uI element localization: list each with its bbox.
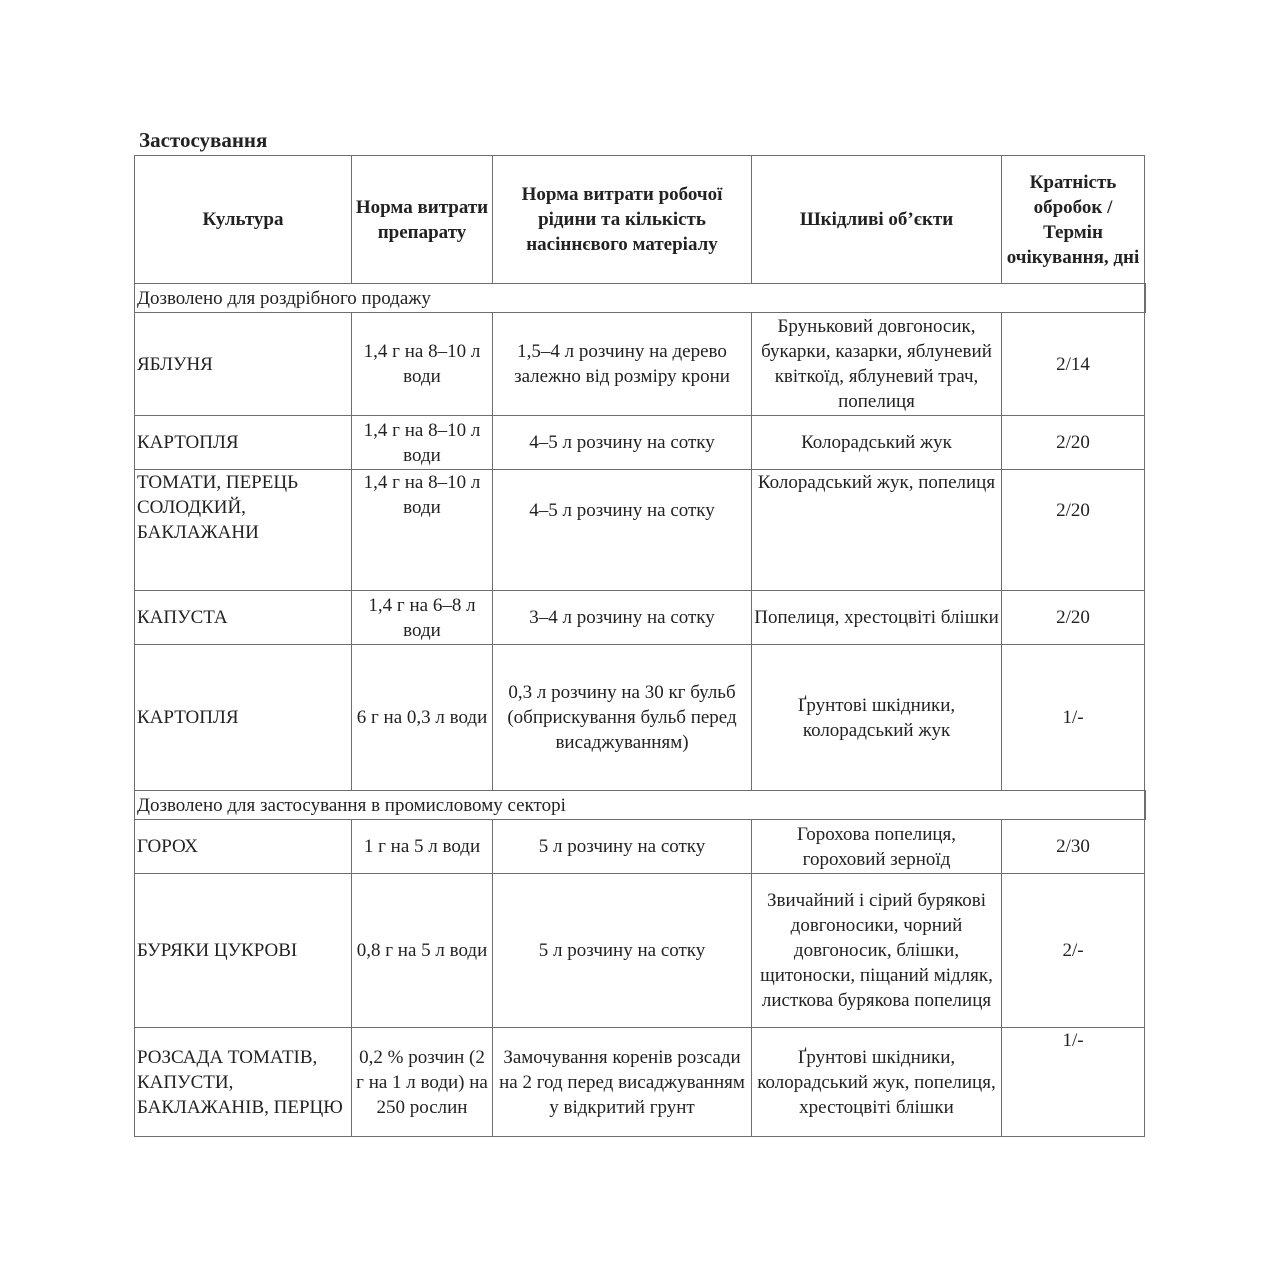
cell-treatments: 2/20: [1002, 470, 1145, 591]
cell-rate: 1 г на 5 л води: [352, 820, 493, 874]
cell-crop: КАПУСТА: [135, 591, 352, 645]
cell-rate: 0,2 % розчин (2 г на 1 л води) на 250 рослин: [352, 1028, 493, 1137]
cell-crop: БУРЯКИ ЦУКРОВІ: [135, 874, 352, 1028]
cell-rate: 6 г на 0,3 л води: [352, 645, 493, 791]
cell-pests: Звичайний і сірий бурякові довгоносики, чорний довгоносик, блішки, щитоноски, піщаний мідляк, листкова бурякова попелиця: [752, 874, 1002, 1028]
table-row: [135, 645, 1145, 791]
cell-pests: Колорадський жук: [752, 416, 1002, 470]
cell-liquid: 5 л розчину на сотку: [493, 820, 752, 874]
cell-crop: ТОМАТИ, ПЕРЕЦЬ СОЛОДКИЙ, БАКЛАЖАНИ: [135, 470, 352, 591]
cell-treatments: 1/-: [1002, 1028, 1145, 1137]
cell-liquid: 3–4 л розчину на сотку: [493, 591, 752, 645]
cell-pests: Бруньковий довгоносик, букарки, казарки, яблуневий квіткоїд, яблуневий трач, попелиця: [752, 313, 1002, 416]
cell-treatments: 2/30: [1002, 820, 1145, 874]
header-treatments: Кратність обробок / Термін очікування, дні: [1002, 156, 1145, 284]
cell-pests: Колорадський жук, попелиця: [752, 470, 1002, 591]
cell-rate: 0,8 г на 5 л води: [352, 874, 493, 1028]
header-liquid: Норма витрати робочої рідини та кількість насіннєвого матеріалу: [493, 156, 752, 284]
section-row: [135, 284, 1145, 313]
section-row: [135, 791, 1145, 820]
cell-crop: ГОРОХ: [135, 820, 352, 874]
cell-liquid: 4–5 л розчину на сотку: [493, 470, 752, 591]
cell-rate: 1,4 г на 8–10 л води: [352, 470, 493, 591]
table-row: [135, 874, 1145, 1028]
header-crop: Культура: [135, 156, 352, 284]
cell-pests: Ґрунтові шкідники, колорадський жук, попелиця, хрестоцвіті блішки: [752, 1028, 1002, 1137]
table-row: [135, 820, 1145, 874]
cell-treatments: 2/-: [1002, 874, 1145, 1028]
cell-liquid: 4–5 л розчину на сотку: [493, 416, 752, 470]
cell-liquid: 1,5–4 л розчину на дерево залежно від розміру крони: [493, 313, 752, 416]
cell-treatments: 2/20: [1002, 416, 1145, 470]
header-rate: Норма витрати препарату: [352, 156, 493, 284]
cell-pests: Горохова попелиця, гороховий зерноїд: [752, 820, 1002, 874]
cell-liquid: 5 л розчину на сотку: [493, 874, 752, 1028]
cell-crop: РОЗСАДА ТОМАТІВ, КАПУСТИ, БАКЛАЖАНІВ, ПЕРЦЮ: [135, 1028, 352, 1137]
section-label: Дозволено для застосування в промисловому секторі: [135, 791, 1145, 820]
cell-crop: ЯБЛУНЯ: [135, 313, 352, 416]
usage-table: [134, 155, 1146, 1137]
section-label: Дозволено для роздрібного продажу: [135, 284, 1145, 313]
header-row: [135, 156, 1145, 284]
page-title: Застосування: [139, 128, 268, 152]
cell-liquid: Замочування коренів розсади на 2 год перед висаджуванням у відкритий грунт: [493, 1028, 752, 1137]
table-row: [135, 591, 1145, 645]
cell-pests: Попелиця, хрестоцвіті блішки: [752, 591, 1002, 645]
header-pests: Шкідливі об’єкти: [752, 156, 1002, 284]
cell-liquid: 0,3 л розчину на 30 кг бульб (обприскування бульб перед висаджуванням): [493, 645, 752, 791]
cell-crop: КАРТОПЛЯ: [135, 416, 352, 470]
table-row: [135, 313, 1145, 416]
table-row: [135, 470, 1145, 591]
table-row: [135, 1028, 1145, 1137]
cell-crop: КАРТОПЛЯ: [135, 645, 352, 791]
cell-rate: 1,4 г на 8–10 л води: [352, 416, 493, 470]
cell-treatments: 2/20: [1002, 591, 1145, 645]
cell-rate: 1,4 г на 6–8 л води: [352, 591, 493, 645]
cell-pests: Ґрунтові шкідники, колорадський жук: [752, 645, 1002, 791]
cell-treatments: 2/14: [1002, 313, 1145, 416]
cell-rate: 1,4 г на 8–10 л води: [352, 313, 493, 416]
cell-treatments: 1/-: [1002, 645, 1145, 791]
table-row: [135, 416, 1145, 470]
